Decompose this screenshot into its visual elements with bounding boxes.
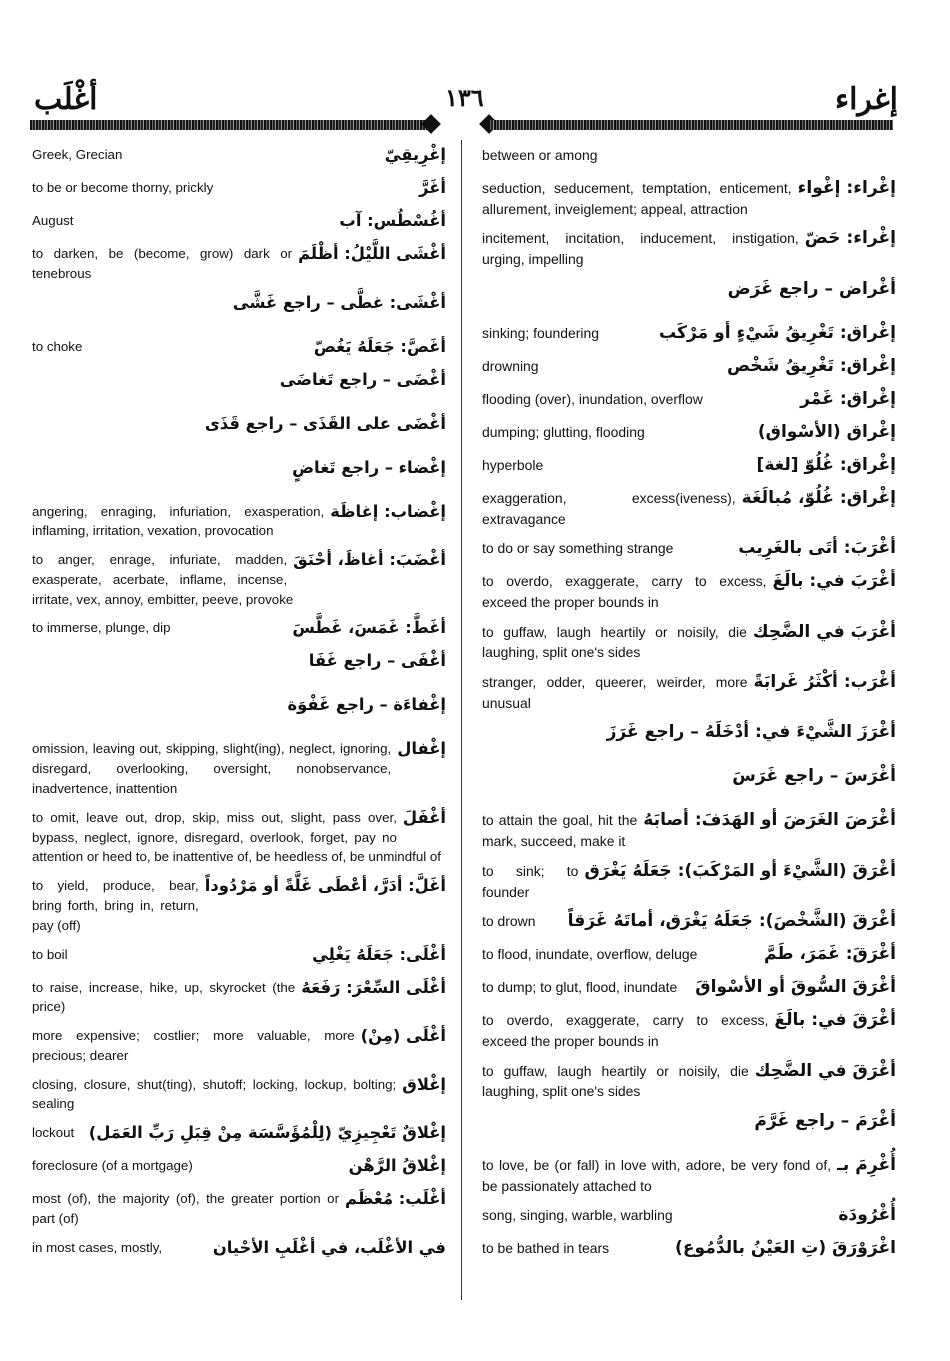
dictionary-entry (32, 695, 446, 725)
english-definition: between or among (482, 147, 598, 163)
arabic-headword: إغْلاقٌ تَعْجِيزِيّ (لِلْمُؤَسَّسَة مِنْ قِبَلِ رَبِّ العَمَل) (88, 1123, 446, 1143)
header-rule-right (488, 120, 893, 130)
dictionary-entry (32, 808, 446, 867)
dictionary-entry (32, 550, 446, 609)
arabic-headword: إغْضاء – راجع تَغاضٍ (292, 457, 446, 477)
arabic-headword: أُغْرُودَة (838, 1205, 896, 1226)
english-definition: to do or say something strange (482, 540, 674, 557)
dictionary-entry (482, 538, 896, 562)
arabic-headword: أغْرَقَ (الشَّخْصَ): جَعَلَهُ يَغْرَق، أماتَهُ غَرَقاً (567, 911, 896, 932)
arabic-headword: إغْضاب: إغاظَة (330, 501, 446, 521)
dictionary-entry (482, 145, 896, 169)
arabic-headword: أغْرَبَ في الضَّحِك (752, 621, 896, 642)
arabic-headword: أغْلَى: جَعَلَهُ يَغْلِي (312, 944, 446, 964)
arabic-headword: أغْرَمَ – راجع غَرَّمَ (754, 1111, 896, 1132)
arabic-headword: أغْرَبَ في: بالَغَ (772, 571, 896, 592)
dictionary-entry (482, 622, 896, 663)
dictionary-entry (32, 458, 446, 488)
english-definition: to omit, leave out, drop, skip, miss out, slight, pass over, bypass, neglect, ignore, disregard, overlook, forget, pay no attention or heed to, be inattentive of, be heedless of, be unmindful of (32, 809, 442, 865)
english-definition: most (of), the majority (of), the greater portion or part (of) (32, 1191, 340, 1226)
page-number: ١٣٦ (445, 86, 484, 112)
arabic-headword: أغُسْطُس: آب (339, 211, 446, 230)
arabic-headword: إغْفال (397, 739, 446, 759)
arabic-headword: أغْرَقَ: غَمَرَ، طَمَّ (764, 944, 896, 965)
arabic-headword: أغْفَى – راجع غَفَا (308, 651, 446, 671)
arabic-headword: أغَرَّ (419, 178, 446, 197)
english-definition: to dump; to glut, flood, inundate (482, 979, 678, 996)
english-definition: to drown (482, 913, 536, 930)
arabic-headword: إغْراق: غَمْر (800, 388, 896, 409)
running-headword-left: أغْلَب (34, 83, 98, 116)
arabic-headword: إغْرِيقِيّ (384, 145, 446, 164)
english-definition: lockout (32, 1125, 75, 1141)
arabic-headword: أغْرَسَ – راجع غَرَسَ (732, 766, 896, 787)
dictionary-entry (482, 389, 896, 413)
dictionary-entry (482, 422, 896, 446)
english-definition: more expensive; costlier; more valuable, more precious; dearer (32, 1028, 355, 1063)
dictionary-entry (482, 1205, 896, 1229)
dictionary-entry (482, 944, 896, 968)
dictionary-entry (482, 1061, 896, 1102)
english-definition: to darken, be (become, grow) dark or tenebrous (32, 246, 293, 281)
dictionary-entry (32, 244, 446, 284)
english-definition: to yield, produce, bear, bring forth, bring in, return, pay (off) (32, 878, 199, 933)
english-definition: to raise, increase, hike, up, skyrocket (the price) (32, 979, 296, 1015)
dictionary-entry (482, 861, 896, 902)
arabic-headword: إغْراء: إغْواء (797, 178, 896, 198)
arabic-headword: أغْراض – راجع غَرَض (727, 278, 896, 299)
dictionary-entry (482, 279, 896, 309)
arabic-headword: أغَطَّ: غَمَسَ، غَطَّسَ (292, 618, 446, 638)
english-definition: drowning (482, 357, 539, 374)
arabic-headword: أغْشَى: غطَّى – راجع غَشَّى (232, 292, 446, 312)
dictionary-entry (482, 810, 896, 851)
arabic-headword: أغْضَى – راجع تَغاضَى (279, 369, 446, 389)
arabic-headword: إغْراق: تَغْرِيقُ شَيْءٍ أو مَرْكَب (658, 322, 896, 343)
english-definition: flooding (over), inundation, overflow (482, 390, 703, 407)
dictionary-entry (482, 571, 896, 612)
dictionary-entry (32, 211, 446, 235)
arabic-headword: أغْرَبَ: أتَى بالغَرِيب (738, 538, 896, 559)
arabic-headword: أغْرَقَ (الشَّيْءَ أو المَرْكَبَ): جَعَلَهُ يَغْرَق (584, 860, 896, 881)
dictionary-entry (32, 876, 446, 935)
arabic-headword: أغْلَى (مِنْ) (360, 1026, 446, 1046)
dictionary-entry (482, 672, 896, 713)
english-definition: to overdo, exaggerate, carry to excess, exceed the proper bounds in (482, 1012, 769, 1049)
english-definition: foreclosure (of a mortgage) (32, 1158, 193, 1174)
dictionary-entry (482, 228, 896, 269)
arabic-headword: إغْراق: غُلُوّ، مُبالَغَة (741, 487, 896, 508)
dictionary-entry (32, 978, 446, 1018)
arabic-headword: أغَصَّ: جَعَلَهُ يَغُصّ (313, 336, 446, 356)
english-definition: August (32, 213, 74, 228)
dictionary-entry (32, 502, 446, 542)
header-rule-left (30, 120, 430, 130)
arabic-headword: إغْراق (الأسْواق) (757, 421, 896, 442)
arabic-headword: إغْراق: تَغْرِيقُ شَخْص (726, 355, 896, 376)
right-column (482, 145, 896, 1271)
english-definition: to attain the goal, hit the mark, succeed, make it (482, 812, 638, 850)
arabic-headword: إغْراء: حَضّ (804, 228, 896, 249)
arabic-headword: أغْرَضَ الغَرَضَ أو الهَدَفَ: أصابَهُ (643, 810, 896, 831)
arabic-headword: إغْلاق (402, 1074, 446, 1094)
arabic-headword: أغْرَقَ السُّوقَ أو الأسْواقَ (695, 977, 896, 998)
dictionary-entry (32, 178, 446, 202)
dictionary-entry (482, 911, 896, 935)
dictionary-entry (482, 722, 896, 752)
dictionary-entry (482, 356, 896, 380)
english-definition: to boil (32, 946, 68, 962)
arabic-headword: أغْرَب: أكْثَرُ غَرابَةً (753, 672, 896, 693)
arabic-headword: أغْضَى على القَذَى – راجع قَذَى (204, 413, 446, 433)
dictionary-entry (482, 1010, 896, 1051)
english-definition: sinking; foundering (482, 324, 599, 341)
english-definition: to flood, inundate, overflow, deluge (482, 946, 698, 963)
arabic-headword: في الأغْلَب، في أغْلَبِ الأحْيان (212, 1237, 446, 1257)
dictionary-entry (482, 766, 896, 796)
english-definition: to immerse, plunge, dip (32, 620, 171, 636)
dictionary-entry (32, 651, 446, 681)
dictionary-entry (32, 1156, 446, 1180)
english-definition: to overdo, exaggerate, carry to excess, exceed the proper bounds in (482, 573, 767, 610)
arabic-headword: إغْفاءَة – راجع غَفْوَة (287, 695, 446, 715)
english-definition: to love, be (or fall) in love with, adore, be very fond of, be passionately attached to (482, 1157, 832, 1194)
dictionary-entry (32, 337, 446, 361)
arabic-headword: اغْرَوْرَقَ (تِ العَيْنُ بالدُّمُوع) (675, 1238, 896, 1259)
english-definition: in most cases, mostly, (32, 1239, 163, 1255)
english-definition: to choke (32, 338, 83, 354)
english-definition: to guffaw, laugh heartily or noisily, die laughing, split one's sides (482, 623, 747, 661)
left-column (32, 145, 446, 1271)
arabic-headword: أغْرَقَ في الضَّحِك (754, 1060, 896, 1081)
english-definition: song, singing, warble, warbling (482, 1207, 673, 1224)
arabic-headword: إغْلاقُ الرَّهْن (348, 1156, 446, 1176)
dictionary-entry (482, 1238, 896, 1262)
dictionary-entry (32, 1189, 446, 1229)
english-definition: to guffaw, laugh heartily or noisily, die laughing, split one's sides (482, 1062, 749, 1100)
english-definition: Greek, Grecian (32, 147, 123, 162)
arabic-headword: أغْشَى اللَّيْلُ: أظْلَمَ (298, 244, 446, 263)
english-definition: hyperbole (482, 456, 544, 473)
english-definition: to sink; to founder (482, 862, 579, 900)
dictionary-entry (32, 739, 446, 798)
english-definition: to be or become thorny, prickly (32, 180, 214, 195)
dictionary-entry (32, 145, 446, 169)
english-definition: dumping; glutting, flooding (482, 423, 645, 440)
english-definition: to be bathed in tears (482, 1240, 610, 1257)
dictionary-entry (32, 945, 446, 969)
dictionary-entry (482, 178, 896, 219)
english-definition: to anger, enrage, infuriate, madden, exasperate, acerbate, inflame, incense, irritate, vex, annoy, embitter, peeve, provoke (32, 552, 294, 607)
dictionary-entry (32, 1026, 446, 1066)
dictionary-entry (32, 1075, 446, 1115)
english-definition: omission, leaving out, skipping, slight(ing), neglect, ignoring, disregard, overlooking, oversight, nonobservance, inadvertence, inattention (32, 741, 392, 797)
arabic-headword: إغْراق: غُلُوّ [لغة] (756, 454, 896, 475)
dictionary-entry (482, 455, 896, 479)
dictionary-entry (32, 1238, 446, 1262)
english-definition: incitement, incitation, inducement, instigation, urging, impelling (482, 230, 799, 268)
english-definition: seduction, seducement, temptation, enticement, allurement, inveiglement; appeal, attraction (482, 180, 792, 217)
arabic-headword: أغْرَقَ في: بالَغَ (774, 1010, 896, 1031)
arabic-headword: أغْفَلَ (402, 807, 446, 827)
english-definition: closing, closure, shut(ting), shutoff; locking, lockup, bolting; sealing (32, 1076, 397, 1112)
running-headword-right: إغراء (834, 83, 898, 116)
arabic-headword: أغْلَى السِّعْرَ: رَفَعَهُ (301, 977, 446, 997)
arabic-headword: أغْرَزَ الشَّيْءَ في: أدْخَلَهُ – راجع غَرَزَ (606, 722, 896, 743)
dictionary-entry (32, 414, 446, 444)
english-definition: stranger, odder, queerer, weirder, more unusual (482, 674, 748, 711)
dictionary-entry (482, 1111, 896, 1141)
arabic-headword: أغْلَب: مُعْظَم (345, 1189, 446, 1209)
dictionary-entry (482, 977, 896, 1001)
arabic-headword: أغْضَبَ: أغاظَ، أحْنَقَ (293, 550, 446, 570)
column-divider (461, 140, 462, 1300)
dictionary-entry (482, 1155, 896, 1196)
arabic-headword: أغَلَّ: أدَرَّ، أعْطَى غَلَّةً أو مَرْدُوداً (204, 876, 446, 896)
dictionary-entry (482, 488, 896, 529)
page-header (0, 78, 950, 118)
dictionary-entry (32, 1123, 446, 1147)
dictionary-entry (482, 323, 896, 347)
english-definition: exaggeration, excess(iveness), extravagance (482, 489, 736, 527)
dictionary-entry (32, 370, 446, 400)
english-definition: angering, enraging, infuriation, exasperation, inflaming, irritation, vexation, provocation (32, 503, 325, 539)
dictionary-entry (32, 618, 446, 642)
arabic-headword: أُغْرِمَ بـ (837, 1155, 896, 1176)
dictionary-entry (32, 293, 446, 323)
